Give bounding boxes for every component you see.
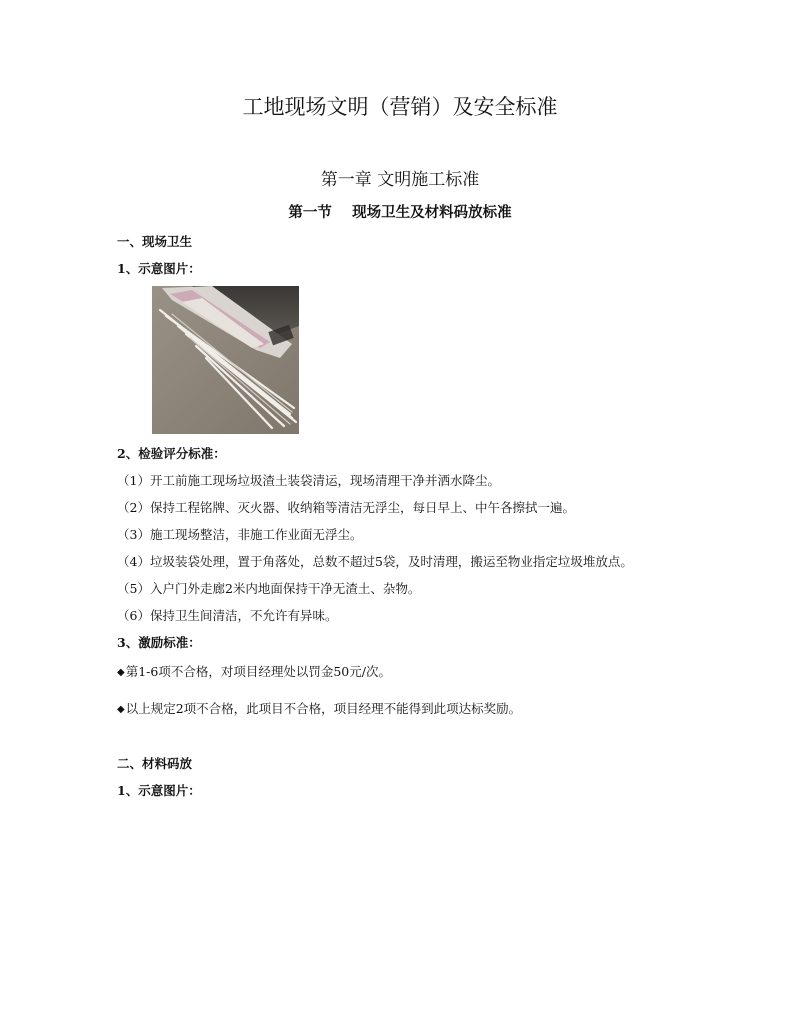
incentive-heading: 3、激励标准： (117, 635, 201, 650)
chapter-title: 第一章 文明施工标准 (320, 170, 480, 190)
criteria-item: （1）开工前施工现场垃圾渣土装袋清运，现场清理干净并洒水降尘。 (117, 473, 500, 488)
sample-photo-illustration (152, 286, 299, 434)
part1-figure-label: 1、示意图片： (117, 261, 201, 276)
criteria-heading: 2、检验评分标准： (117, 446, 226, 461)
incentive-text: 第1-6项不合格，对项目经理处以罚金50元/次。 (125, 664, 391, 679)
criteria-item: （2）保持工程铭牌、灭火器、收纳箱等清洁无浮尘，每日早上、中午各擦拭一遍。 (117, 500, 575, 515)
part2-heading: 二、材料码放 (117, 756, 193, 771)
part2-figure-label: 1、示意图片： (117, 783, 201, 798)
criteria-item: （6）保持卫生间清洁，不允许有异味。 (117, 608, 338, 623)
incentive-text: 以上规定2项不合格，此项目不合格，项目经理不能得到此项达标奖励。 (125, 701, 522, 716)
incentive-item (117, 700, 521, 719)
diamond-bullet-icon: ◆ (117, 667, 125, 678)
criteria-item: （4）垃圾装袋处理，置于角落处，总数不超过5袋，及时清理，搬运至物业指定垃圾堆放点。 (117, 554, 633, 569)
diamond-bullet-icon: ◆ (117, 704, 125, 715)
criteria-item: （5）入户门外走廊2米内地面保持干净无渣土、杂物。 (117, 581, 421, 596)
section-title: 第一节 现场卫生及材料码放标准 (288, 204, 512, 221)
document-title: 工地现场文明（营销）及安全标准 (242, 95, 558, 119)
sample-photo (152, 286, 299, 434)
incentive-item (117, 663, 391, 682)
part1-heading: 一、现场卫生 (117, 234, 193, 249)
criteria-item: （3）施工现场整洁，非施工作业面无浮尘。 (117, 527, 363, 542)
